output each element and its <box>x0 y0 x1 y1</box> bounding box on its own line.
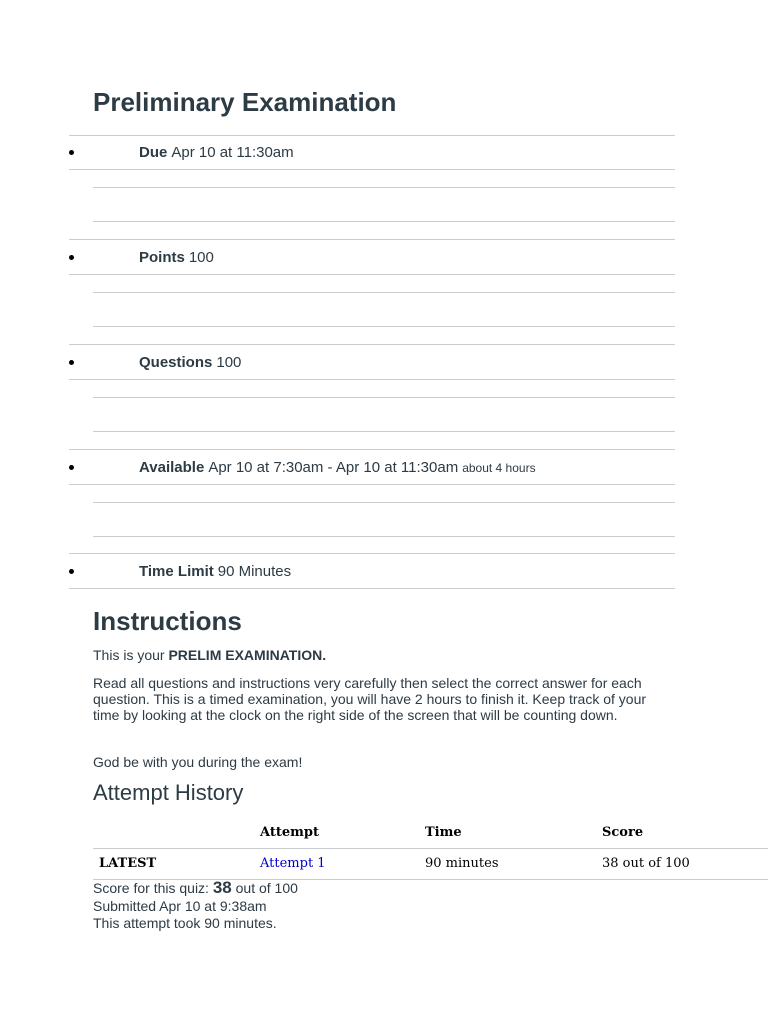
attempt-score: 38 out of 100 <box>602 856 690 871</box>
page-title: Preliminary Examination <box>93 87 397 117</box>
detail-value: 100 <box>216 353 242 371</box>
duration-line: This attempt took 90 minutes. <box>93 915 277 931</box>
divider <box>93 221 675 222</box>
attempt-row-label: LATEST <box>99 856 157 871</box>
column-header: Attempt <box>260 825 319 840</box>
attempt-link[interactable]: Attempt 1 <box>260 856 326 871</box>
detail-label: Available <box>139 458 205 476</box>
instructions-heading: Instructions <box>93 606 242 636</box>
divider <box>69 379 675 380</box>
divider <box>93 536 675 537</box>
intro-text: This is your <box>93 647 169 663</box>
bullet-icon <box>69 569 74 574</box>
quiz-summary <box>93 879 298 933</box>
divider <box>93 326 675 327</box>
detail-time-limit <box>69 554 675 588</box>
instructions-intro <box>93 647 673 663</box>
detail-points <box>69 240 675 274</box>
column-header: Score <box>602 825 644 840</box>
instructions-closing: God be with you during the exam! <box>93 754 303 770</box>
detail-label: Due <box>139 143 168 161</box>
detail-extra: about 4 hours <box>462 460 536 475</box>
detail-value: 100 <box>188 248 214 266</box>
detail-questions <box>69 345 675 379</box>
table-header-row <box>93 818 768 849</box>
detail-label: Questions <box>139 353 213 371</box>
attempt-time: 90 minutes <box>425 856 499 871</box>
bullet-icon <box>69 465 74 470</box>
divider <box>93 397 675 398</box>
detail-value: Apr 10 at 11:30am <box>171 143 294 161</box>
score-value: 38 <box>212 878 232 897</box>
bullet-icon <box>69 360 74 365</box>
score-prefix: Score for this quiz: <box>93 880 213 896</box>
intro-emphasis: PRELIM EXAMINATION. <box>168 647 327 663</box>
detail-value: 90 Minutes <box>217 562 292 580</box>
detail-label: Time Limit <box>139 562 214 580</box>
divider <box>93 292 675 293</box>
table-row <box>93 849 768 880</box>
score-line <box>93 879 298 898</box>
bullet-icon <box>69 150 74 155</box>
bullet-icon <box>69 255 74 260</box>
instructions-body: Read all questions and instructions very carefully then select the correct answer for each question. This is a timed examination, you will have 2 hours to finish it. Keep track of your time by looking at the clock on the right side of the screen that will be counting down. <box>93 675 647 723</box>
divider <box>93 187 675 188</box>
column-header: Time <box>425 825 462 840</box>
divider <box>93 502 675 503</box>
divider <box>69 169 675 170</box>
divider <box>69 274 675 275</box>
detail-due <box>69 135 675 169</box>
attempt-history-table <box>93 818 768 880</box>
divider <box>69 588 675 589</box>
detail-value: Apr 10 at 7:30am - Apr 10 at 11:30am <box>208 458 459 476</box>
score-suffix: out of 100 <box>231 880 298 896</box>
detail-available <box>69 450 675 484</box>
detail-label: Points <box>139 248 185 266</box>
divider <box>69 484 675 485</box>
submitted-line: Submitted Apr 10 at 9:38am <box>93 897 267 914</box>
divider <box>93 431 675 432</box>
attempt-history-heading: Attempt History <box>93 780 244 805</box>
